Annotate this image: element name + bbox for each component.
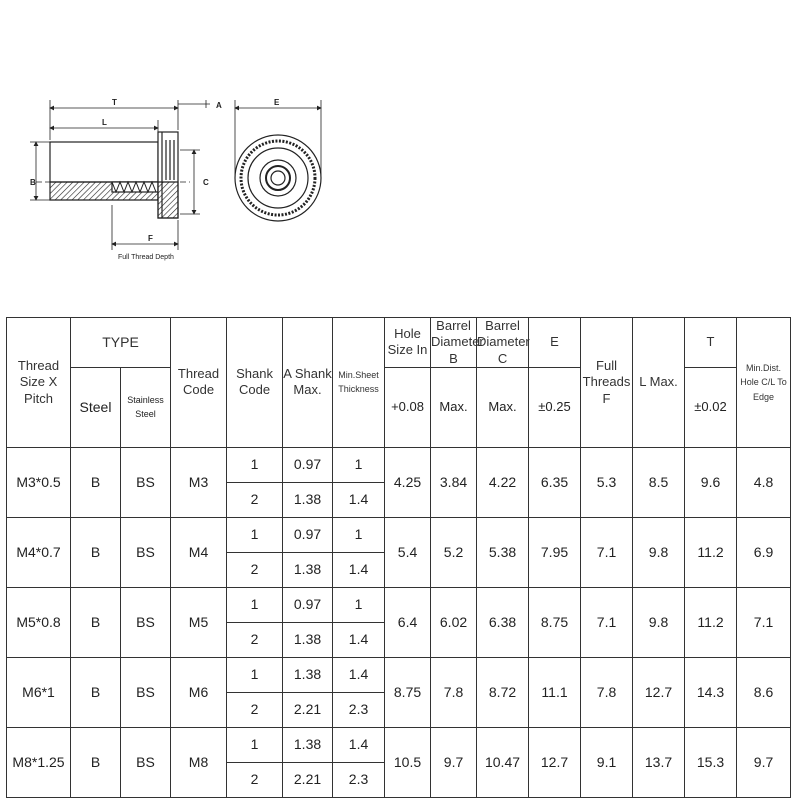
- header-full-thread: Full Threads F: [581, 318, 633, 448]
- cell-a-shank: 0.97: [283, 447, 333, 482]
- cell-e: 12.7: [529, 727, 581, 797]
- header-shank-code: Shank Code: [227, 318, 283, 448]
- table-row: [7, 447, 791, 482]
- cell-shank-code: 1: [227, 447, 283, 482]
- cell-barrel-b: 9.7: [431, 727, 477, 797]
- cell-barrel-c: 8.72: [477, 657, 529, 727]
- cell-thread-size: M6*1: [7, 657, 71, 727]
- table-row: [7, 657, 791, 692]
- cell-min-sheet: 1.4: [333, 727, 385, 762]
- cell-shank-code: 2: [227, 622, 283, 657]
- cell-shank-code: 2: [227, 482, 283, 517]
- cell-thread-code: M6: [171, 657, 227, 727]
- cell-stainless: BS: [121, 447, 171, 517]
- header-e-tol: ±0.25: [529, 367, 581, 447]
- cell-full-thread: 9.1: [581, 727, 633, 797]
- cell-barrel-b: 7.8: [431, 657, 477, 727]
- header-min-sheet: Min.Sheet Thickness: [333, 318, 385, 448]
- cell-e: 8.75: [529, 587, 581, 657]
- header-thread-code: Thread Code: [171, 318, 227, 448]
- cell-a-shank: 2.21: [283, 692, 333, 727]
- header-barrel-c: Barrel Diameter C: [477, 318, 530, 366]
- cell-barrel-b: 6.02: [431, 587, 477, 657]
- cell-barrel-c: 4.22: [477, 447, 529, 517]
- cell-thread-size: M3*0.5: [7, 447, 71, 517]
- cell-a-shank: 1.38: [283, 727, 333, 762]
- cell-min-sheet: 1.4: [333, 552, 385, 587]
- cell-shank-code: 2: [227, 692, 283, 727]
- cell-min-sheet: 2.3: [333, 692, 385, 727]
- cell-a-shank: 1.38: [283, 657, 333, 692]
- cell-e: 11.1: [529, 657, 581, 727]
- spec-table: [6, 317, 791, 798]
- header-hole-size: Hole Size In: [385, 318, 431, 368]
- cell-min-dist: 7.1: [737, 587, 791, 657]
- header-barrel-c-max: Max.: [477, 367, 529, 447]
- label-f: F: [148, 234, 153, 243]
- cell-full-thread: 7.1: [581, 517, 633, 587]
- cell-min-sheet: 1: [333, 587, 385, 622]
- cell-l-max: 13.7: [633, 727, 685, 797]
- cell-t: 11.2: [685, 587, 737, 657]
- header-steel: Steel: [71, 367, 121, 447]
- label-t: T: [112, 98, 117, 107]
- label-a: A: [216, 101, 222, 110]
- cell-thread-code: M4: [171, 517, 227, 587]
- header-e: E: [529, 318, 581, 368]
- cell-l-max: 9.8: [633, 517, 685, 587]
- cell-a-shank: 1.38: [283, 552, 333, 587]
- cell-thread-code: M8: [171, 727, 227, 797]
- cell-thread-size: M4*0.7: [7, 517, 71, 587]
- technical-drawing: [0, 0, 800, 300]
- cell-stainless: BS: [121, 727, 171, 797]
- cell-l-max: 12.7: [633, 657, 685, 727]
- cell-barrel-c: 10.47: [477, 727, 529, 797]
- cell-hole-size: 6.4: [385, 587, 431, 657]
- table-row: [7, 517, 791, 552]
- cell-min-dist: 9.7: [737, 727, 791, 797]
- cell-steel: B: [71, 727, 121, 797]
- cell-t: 15.3: [685, 727, 737, 797]
- cell-steel: B: [71, 657, 121, 727]
- cell-min-dist: 4.8: [737, 447, 791, 517]
- cell-shank-code: 1: [227, 657, 283, 692]
- cell-full-thread: 5.3: [581, 447, 633, 517]
- cell-a-shank: 1.38: [283, 482, 333, 517]
- cell-barrel-b: 5.2: [431, 517, 477, 587]
- cell-min-sheet: 1.4: [333, 622, 385, 657]
- cell-barrel-b: 3.84: [431, 447, 477, 517]
- label-e: E: [274, 98, 280, 107]
- label-l: L: [102, 118, 107, 127]
- header-type: TYPE: [71, 318, 171, 368]
- cell-shank-code: 1: [227, 587, 283, 622]
- label-c: C: [203, 178, 209, 187]
- header-stainless: Stainless Steel: [121, 367, 171, 447]
- cell-stainless: BS: [121, 517, 171, 587]
- cell-barrel-c: 5.38: [477, 517, 529, 587]
- full-thread-caption: Full Thread Depth: [118, 254, 174, 261]
- cell-hole-size: 5.4: [385, 517, 431, 587]
- cell-min-sheet: 1: [333, 447, 385, 482]
- cell-min-dist: 6.9: [737, 517, 791, 587]
- side-view: [36, 132, 190, 218]
- cell-t: 9.6: [685, 447, 737, 517]
- header-hole-tol: +0.08: [385, 367, 431, 447]
- cell-min-sheet: 1.4: [333, 657, 385, 692]
- cell-a-shank: 1.38: [283, 622, 333, 657]
- end-view: [235, 135, 321, 221]
- cell-barrel-c: 6.38: [477, 587, 529, 657]
- label-b: B: [30, 178, 36, 187]
- cell-min-dist: 8.6: [737, 657, 791, 727]
- cell-l-max: 8.5: [633, 447, 685, 517]
- cell-steel: B: [71, 517, 121, 587]
- header-t-tol: ±0.02: [685, 367, 737, 447]
- cell-stainless: BS: [121, 657, 171, 727]
- header-barrel-b: Barrel Diameter B: [431, 318, 484, 366]
- table-row: [7, 587, 791, 622]
- cell-steel: B: [71, 587, 121, 657]
- cell-thread-code: M3: [171, 447, 227, 517]
- cell-a-shank: 0.97: [283, 587, 333, 622]
- header-barrel-b-max: Max.: [431, 367, 477, 447]
- header-t: T: [685, 318, 737, 368]
- cell-full-thread: 7.1: [581, 587, 633, 657]
- header-a-shank: A Shank Max.: [283, 318, 333, 448]
- header-thread-size: Thread Size X Pitch: [7, 318, 71, 448]
- cell-e: 7.95: [529, 517, 581, 587]
- cell-thread-size: M8*1.25: [7, 727, 71, 797]
- cell-shank-code: 1: [227, 727, 283, 762]
- cell-hole-size: 10.5: [385, 727, 431, 797]
- cell-shank-code: 2: [227, 552, 283, 587]
- cell-min-sheet: 1: [333, 517, 385, 552]
- cell-shank-code: 2: [227, 762, 283, 797]
- cell-hole-size: 8.75: [385, 657, 431, 727]
- cell-shank-code: 1: [227, 517, 283, 552]
- cell-e: 6.35: [529, 447, 581, 517]
- cell-full-thread: 7.8: [581, 657, 633, 727]
- cell-steel: B: [71, 447, 121, 517]
- cell-min-sheet: 1.4: [333, 482, 385, 517]
- table-row: [7, 727, 791, 762]
- cell-t: 11.2: [685, 517, 737, 587]
- cell-l-max: 9.8: [633, 587, 685, 657]
- cell-a-shank: 0.97: [283, 517, 333, 552]
- header-min-dist: Min.Dist. Hole C/L To Edge: [737, 318, 791, 448]
- cell-min-sheet: 2.3: [333, 762, 385, 797]
- cell-thread-code: M5: [171, 587, 227, 657]
- cell-thread-size: M5*0.8: [7, 587, 71, 657]
- cell-hole-size: 4.25: [385, 447, 431, 517]
- cell-stainless: BS: [121, 587, 171, 657]
- header-l-max: L Max.: [633, 318, 685, 448]
- cell-a-shank: 2.21: [283, 762, 333, 797]
- cell-t: 14.3: [685, 657, 737, 727]
